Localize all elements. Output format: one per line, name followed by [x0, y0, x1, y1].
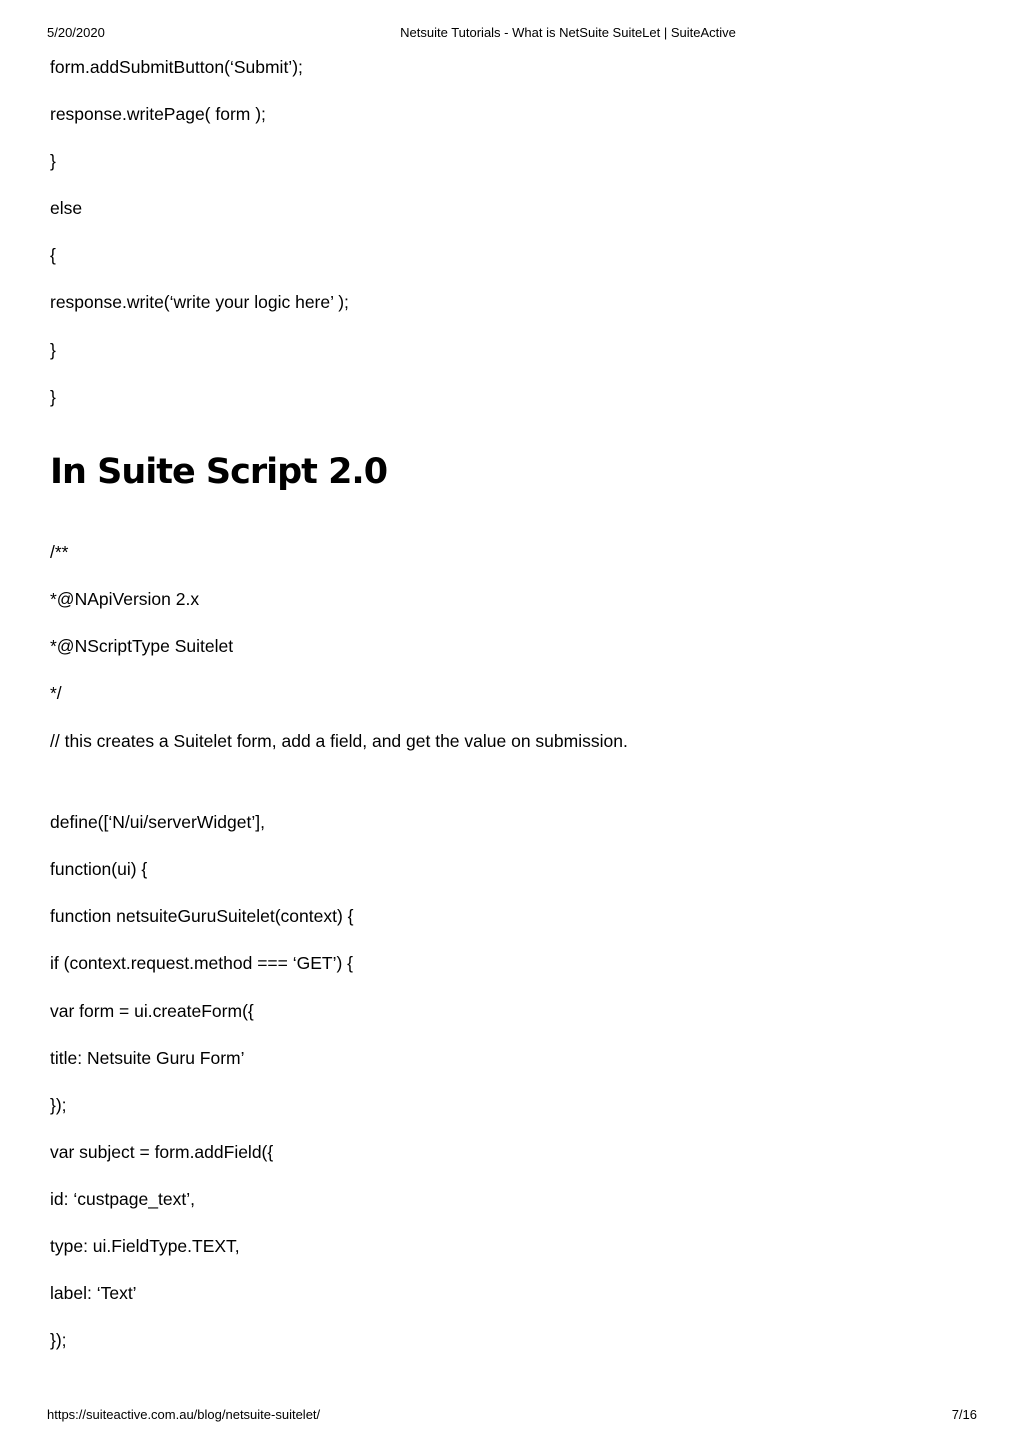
print-url: https://suiteactive.com.au/blog/netsuite-suitelet/: [47, 1407, 321, 1422]
code-line: title: Netsuite Guru Form’: [50, 1048, 245, 1068]
section-heading: In Suite Script 2.0: [50, 452, 388, 492]
code-line: label: ‘Text’: [50, 1283, 137, 1303]
code-line: */: [50, 683, 62, 703]
code-line: *@NScriptType Suitelet: [50, 636, 234, 656]
code-line: });: [50, 1095, 67, 1115]
code-line: form.addSubmitButton(‘Submit’);: [50, 57, 303, 77]
code-line: }: [50, 387, 56, 407]
code-line: }: [50, 151, 56, 171]
code-line: var form = ui.createForm({: [50, 1001, 254, 1021]
code-line: *@NApiVersion 2.x: [50, 589, 200, 609]
code-line: else: [50, 198, 83, 218]
code-line: response.write(‘write your logic here’ );: [50, 292, 349, 312]
code-line: });: [50, 1330, 67, 1350]
code-line: /**: [50, 542, 69, 562]
page-number: 7/16: [951, 1407, 977, 1422]
print-date: 5/20/2020: [47, 25, 105, 40]
print-header: [0, 25, 1024, 41]
code-line: }: [50, 340, 56, 360]
code-line: var subject = form.addField({: [50, 1142, 274, 1162]
code-line: if (context.request.method === ‘GET’) {: [50, 953, 353, 973]
code-comment: // this creates a Suitelet form, add a field, and get the value on submission.: [50, 731, 628, 751]
code-line: define([‘N/ui/serverWidget’],: [50, 812, 265, 832]
code-line: id: ‘custpage_text’,: [50, 1189, 195, 1209]
code-line: function(ui) {: [50, 859, 148, 879]
code-line: function netsuiteGuruSuitelet(context) {: [50, 906, 354, 926]
print-title: Netsuite Tutorials - What is NetSuite SuiteLet | SuiteActive: [400, 25, 736, 40]
code-line: type: ui.FieldType.TEXT,: [50, 1236, 240, 1256]
print-footer: [0, 1407, 1024, 1423]
code-line: {: [50, 245, 56, 265]
code-line: response.writePage( form );: [50, 104, 266, 124]
